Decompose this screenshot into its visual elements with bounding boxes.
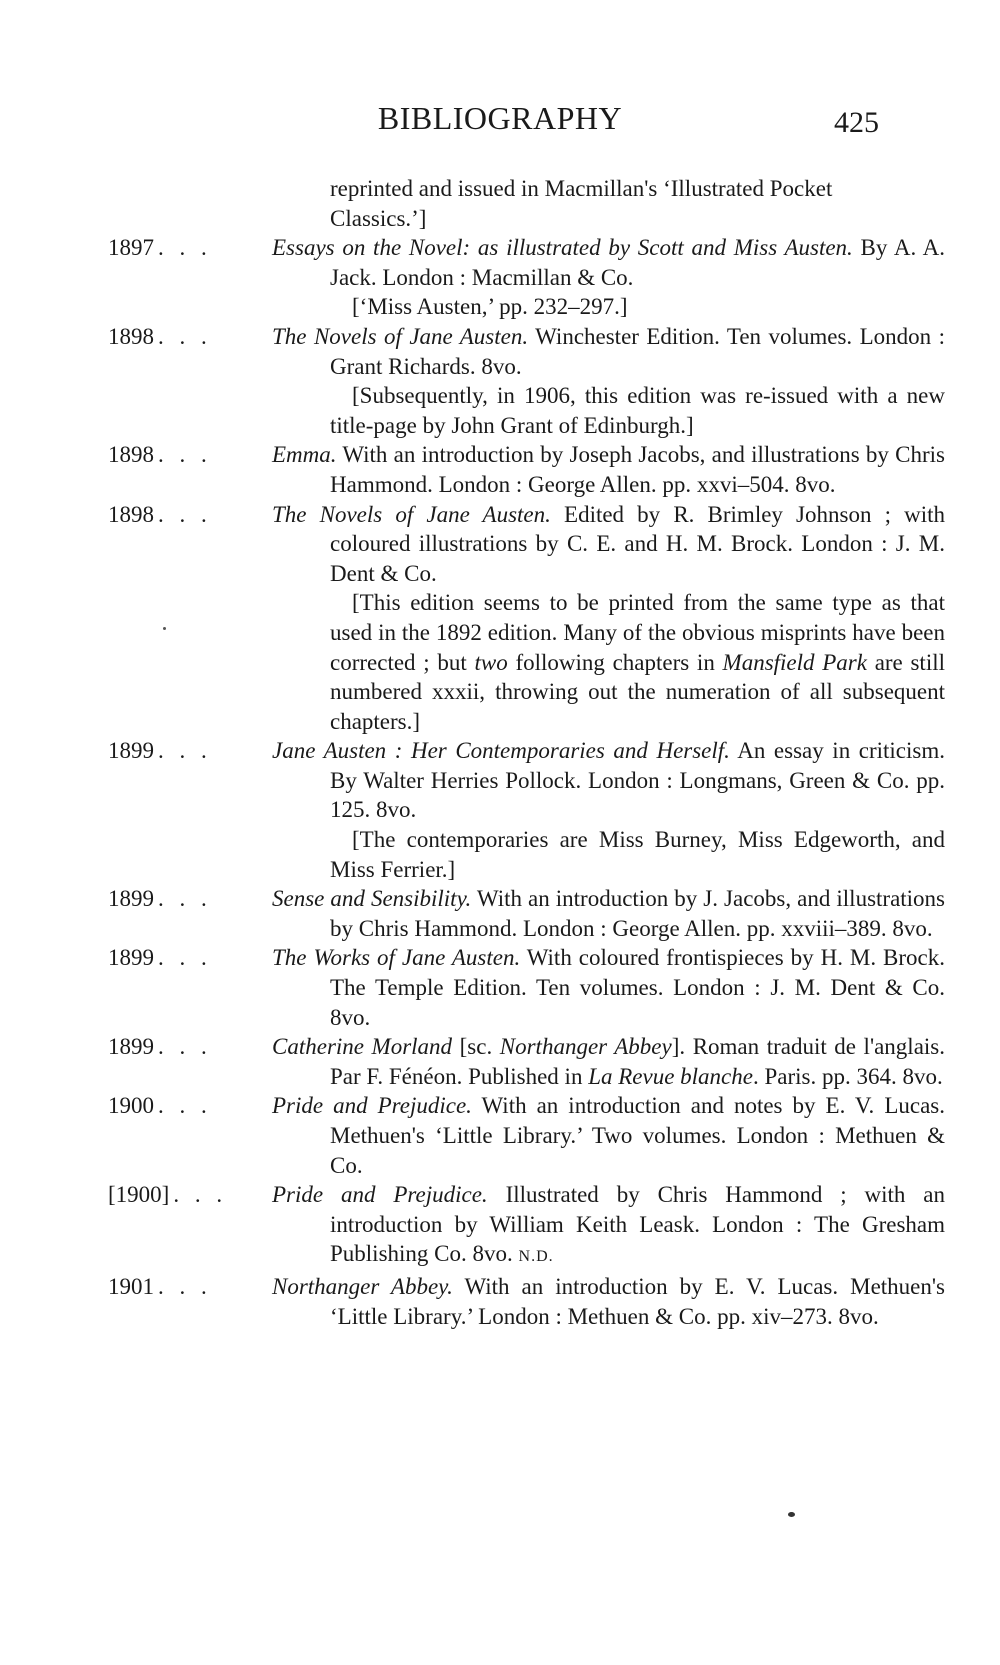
page-number: 425 bbox=[834, 106, 879, 139]
continuation-text: reprinted and issued in Macmillan's ‘Illustrated Pocket Classics.’] bbox=[330, 176, 833, 231]
entry-title: Pride and Prejudice. bbox=[272, 1093, 472, 1119]
bibliography-entry bbox=[0, 440, 1000, 499]
entry-text: Edited by R. Brimley Johnson ; with coloured illustrations by C. E. and H. M. Brock. London : J. M. Dent & Co. bbox=[330, 501, 945, 586]
entry-text: . Paris. pp. 364. 8vo. bbox=[752, 1063, 943, 1089]
entry-note: [Subsequently, in 1906, this edition was re-issued with a new title-page by John Grant of Edinburgh.] bbox=[330, 383, 945, 438]
entry-title: Sense and Sensibility. bbox=[272, 886, 472, 912]
ink-speck bbox=[163, 627, 166, 630]
entry-year: [1900] . . . bbox=[108, 1182, 228, 1208]
bibliography-entry bbox=[0, 943, 1000, 1032]
bibliography-list bbox=[0, 174, 1000, 1331]
entry-title: The Novels of Jane Austen. bbox=[272, 501, 551, 527]
entry-text: [sc. bbox=[459, 1034, 493, 1060]
bibliography-entry bbox=[0, 1180, 1000, 1272]
entry-title: Northanger Abbey. bbox=[272, 1273, 453, 1299]
bibliography-entry bbox=[0, 500, 1000, 737]
entry-text: With coloured frontispieces by H. M. Brock. The Temple Edition. Ten volumes. London : J. M. Dent & Co. 8vo. bbox=[330, 945, 946, 1030]
entry-year: 1899 . . . bbox=[108, 738, 212, 764]
bibliography-entry bbox=[0, 322, 1000, 440]
bibliography-entry bbox=[0, 1032, 1000, 1091]
entry-note: [The contemporaries are Miss Burney, Miss Edgeworth, and Miss Ferrier.] bbox=[330, 827, 945, 882]
bibliography-entry bbox=[0, 1091, 1000, 1180]
entry-title: Essays on the Novel: as illustrated by Scott and Miss Austen. bbox=[272, 235, 853, 261]
no-date-marker: N.D. bbox=[518, 1248, 554, 1266]
entry-text: With an introduction by E. V. Lucas. Methuen's ‘Little Library.’ London : Methuen & Co. pp. xiv–273. 8vo. bbox=[330, 1273, 945, 1329]
entry-title: Emma. bbox=[272, 442, 337, 468]
entry-text: With an introduction and notes by E. V. Lucas. Methuen's ‘Little Library.’ Two volumes. London : Methuen & Co. bbox=[330, 1093, 945, 1178]
entry-text: An essay in criticism. By Walter Herries Pollock. London : Longmans, Green & Co. pp. 125. 8vo. bbox=[330, 738, 945, 823]
entry-text: With an introduction by J. Jacobs, and illustrations by Chris Hammond. London : George Allen. pp. xxviii–389. 8vo. bbox=[330, 886, 946, 941]
entry-text: Winchester Edition. Ten volumes. London : Grant Richards. 8vo. bbox=[330, 323, 945, 379]
entry-text: ]. Roman traduit de l'anglais. Par F. Fénéon. Published in bbox=[330, 1034, 945, 1089]
entry-year: 1898 . . . bbox=[108, 442, 212, 468]
entry-year: 1901 . . . bbox=[108, 1273, 212, 1299]
entry-title: The Works of Jane Austen. bbox=[272, 945, 521, 971]
entry-year: 1899 . . . bbox=[108, 1034, 212, 1060]
entry-title: Jane Austen : Her Contemporaries and Herself. bbox=[272, 738, 730, 764]
bibliography-entry bbox=[0, 1272, 1000, 1331]
entry-text: With an introduction by Joseph Jacobs, and illustrations by Chris Hammond. London : George Allen. pp. xxvi–504. 8vo. bbox=[330, 442, 945, 497]
entry-title: Pride and Prejudice. bbox=[272, 1182, 488, 1208]
entry-text: By A. A. Jack. London : Macmillan & Co. bbox=[330, 235, 946, 290]
entry-year: 1899 . . . bbox=[108, 945, 212, 971]
entry-year: 1900 . . . bbox=[108, 1093, 212, 1119]
entry-year: 1897 . . . bbox=[108, 235, 212, 261]
bibliography-entry bbox=[0, 233, 1000, 322]
entry-title: The Novels of Jane Austen. bbox=[272, 323, 529, 349]
entry-note: [‘Miss Austen,’ pp. 232–297.] bbox=[352, 294, 628, 320]
bibliography-entry bbox=[0, 736, 1000, 884]
entry-title: Catherine Morland bbox=[272, 1034, 453, 1060]
entry-year: 1899 . . . bbox=[108, 886, 212, 912]
entry-title-secondary: Northanger Abbey bbox=[499, 1034, 672, 1060]
bibliography-entry bbox=[0, 884, 1000, 943]
ink-speck bbox=[788, 1512, 795, 1517]
entry-year: 1898 . . . bbox=[108, 501, 212, 527]
entry-periodical: La Revue blanche bbox=[588, 1063, 753, 1089]
entry-note: [This edition seems to be printed from the same type as that used in the 1892 edition. Many of the obvious misprints have been corrected ; but two following chapters in Mansfield Park are still numbered xxxii, throwing out the numeration of all subsequent chapters.] bbox=[330, 590, 945, 734]
entry-text: Illustrated by Chris Hammond ; with an introduction by William Keith Leask. London : The Gresham Publishing Co. 8vo. bbox=[330, 1182, 946, 1267]
entry-year: 1898 . . . bbox=[108, 323, 212, 349]
running-title: BIBLIOGRAPHY bbox=[377, 100, 623, 136]
